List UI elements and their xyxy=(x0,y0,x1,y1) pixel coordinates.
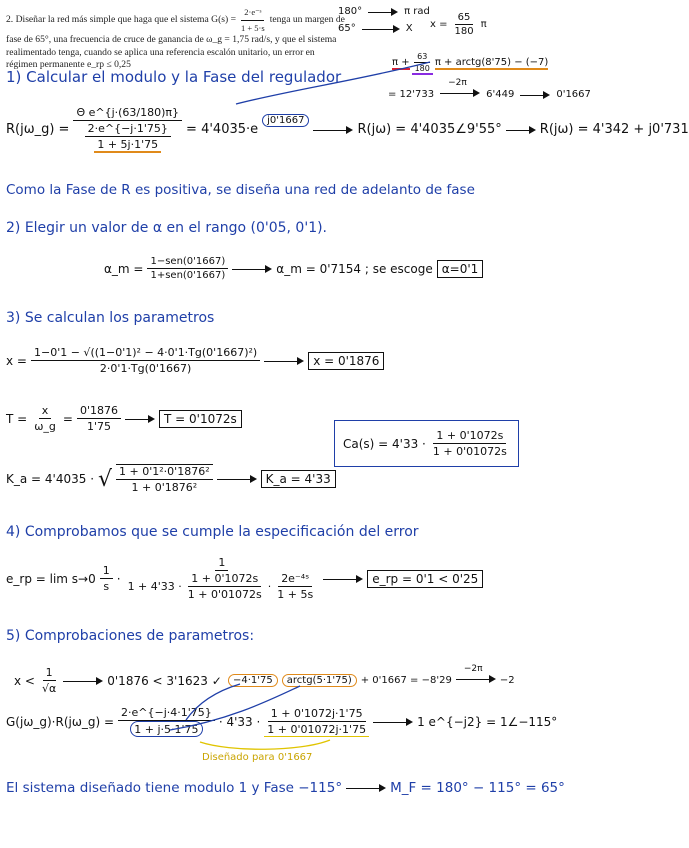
sqrt-icon: √ xyxy=(98,466,113,492)
problem-line-1b: tenga un margen de xyxy=(269,13,345,25)
step2-heading: 2) Elegir un valor de α en el rango (0'05, 0'1). xyxy=(6,220,328,236)
connector-line xyxy=(200,740,330,749)
arrow-icon xyxy=(362,24,400,34)
step4-heading: 4) Comprobamos que se cumple la especificación del error xyxy=(6,524,419,540)
arrow-icon xyxy=(346,783,386,793)
problem-line-1: 2. Diseñar la red más simple que haga que el sistema G(s) = xyxy=(6,13,236,25)
arrow-icon xyxy=(217,474,257,484)
arrow-icon xyxy=(520,90,550,100)
x-equation: x = $\frac{\text{1−0'1 − √((1−0'1)² − 4·0'1·Tg(0'1667)²)}}{2\cdot 0'1\cdot Tg(0'1667)}$ x = 0'1876 xyxy=(6,346,384,375)
t-equation: T = $\frac{x}{\omega\_g}$ = $\frac{0'1876}{1'75}$ T = 0'1072s xyxy=(6,404,242,433)
step2-equation: α_m = $\frac{\text{1−sen(0'1667)}}{\text{1+sen(0'1667)}}$ α_m = 0'7154 ; se escoge α=0'1 xyxy=(104,256,483,281)
arrow-icon xyxy=(264,356,304,366)
arrow-icon xyxy=(373,717,413,727)
problem-statement xyxy=(6,6,345,72)
phase-exponent: j0'1667 xyxy=(262,114,309,127)
arrow-icon xyxy=(368,7,398,17)
phase-sum: π + $\frac{63}{180}$ π + arctg(8'75) − (−7) xyxy=(392,52,549,73)
x-result: x = 0'1876 xyxy=(308,352,384,370)
arrow-icon xyxy=(456,674,496,684)
step1-heading: 1) Calcular el modulo y la Fase del regulador xyxy=(6,68,342,86)
arrow-icon xyxy=(232,264,272,274)
alpha-choice: α=0'1 xyxy=(437,260,484,278)
plant-fraction: $\frac{\text{2·e⁻ˢ}}{1 + 5\cdot s}$ xyxy=(241,7,265,33)
problem-line-2: fase de 65°, una frecuencia de cruce de ganancia de ω_g = 1,75 rad/s, y que el sistema xyxy=(6,34,337,45)
arrow-icon xyxy=(506,125,536,135)
problem-line-4: régimen permanente e_rp ≤ 0,25 xyxy=(6,59,131,70)
phase-check: −4·1'75 arctg(5·1'75) + 0'1667 = −8'29 −2π −2 xyxy=(228,674,515,687)
k-result: K_a = 4'33 xyxy=(261,470,336,488)
arrow-icon xyxy=(63,676,103,686)
arrow-icon xyxy=(323,574,363,584)
conclusion: El sistema diseñado tiene modulo 1 y Fase −115° M_F = 180° − 115° = 65° xyxy=(6,780,565,796)
step3-heading: 3) Se calculan los parametros xyxy=(6,310,215,326)
inequality-check: x < $\frac{1}{√\alpha}$ 0'1876 < 3'1623 ✓ xyxy=(14,666,222,695)
designed-note: Diseñado para 0'1667 xyxy=(202,752,313,763)
t-result: T = 0'1072s xyxy=(159,410,242,428)
phase-result: = 12'733 −2π 6'449 0'1667 xyxy=(388,78,591,100)
error-equation: e_rp = lim s→0 $\frac{1}{s}$ · 1 1 + 4'33 · $\frac{1 + 0'1072s}{1 + 0'01072s}$ · $\frac{\text{2e⁻⁴ˢ}}{1 + 5s}$ e_rp = 0'1 < 0'25 xyxy=(6,556,483,601)
problem-line-3: realimentado tenga, cuando se aplica una referencia escalón unitario, un error en xyxy=(6,46,315,58)
step5-heading: 5) Comprobaciones de parametros: xyxy=(6,628,255,644)
note-phase-positive: Como la Fase de R es positiva, se diseña una red de adelanto de fase xyxy=(6,182,475,198)
controller-box: Ca(s) = 4'33 · $\frac{1 + 0'1072s}{1 + 0'01072s}$ xyxy=(334,420,519,467)
open-loop-check: G(jω_g)·R(jω_g) = $\frac{2\cdot e\^{}\{-j\cdot 4\cdot 1'75\}}{1 + j\cdot 5\cdot 1'75}$ · 4'33 · $\frac{1 + 0'1072j\cdot 1'75}{1 + 0'01072j\cdot 1'75}$ 1 e^{−j2} = 1∠−115° xyxy=(6,706,558,736)
step1-equation: R(jω_g) = $\frac{\text{Θ e\textasciicircum{}\{j·(63/180)π\}}}{\frac{2\cdot e\^{}\{-j\cdot 1'75\}}{1 + 5j\cdot 1'75}}$ = 4'4035·e j0'1667 R(jω) = 4'4035∠9'55° R(jω) = 4'342 + j0'731 xyxy=(6,106,689,151)
arrow-icon xyxy=(440,88,480,98)
conversion-notes: 180° π rad 65° X xyxy=(338,6,430,34)
x-conversion: x = $\frac{65}{180}$ π xyxy=(430,12,487,37)
k-equation: K_a = 4'4035 · √ $\frac{\text{1 + 0'1²·0'1876²}}{\text{1 + 0'1876²}}$ K_a = 4'33 xyxy=(6,464,336,494)
arrow-icon xyxy=(125,414,155,424)
arrow-icon xyxy=(313,125,353,135)
error-result: e_rp = 0'1 < 0'25 xyxy=(367,570,483,588)
